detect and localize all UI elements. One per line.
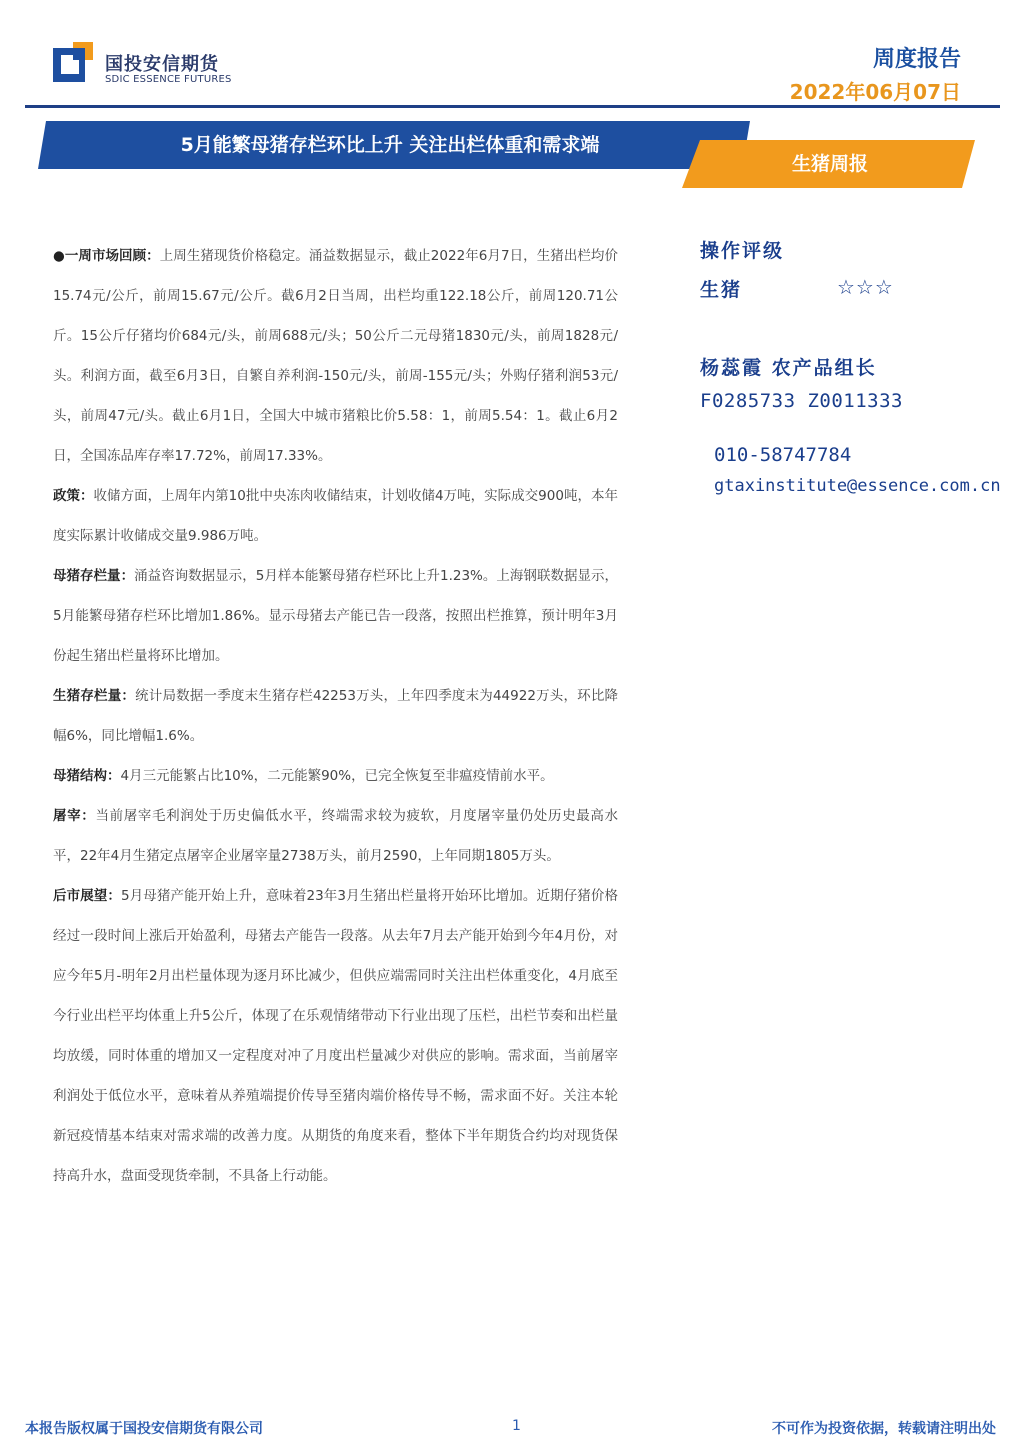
paragraph-label: 母猪结构： (53, 768, 121, 784)
logo-mark-icon (53, 42, 95, 84)
paragraph-label: 政策： (53, 488, 94, 504)
paragraph-slaughter (53, 796, 618, 876)
paragraph-text: 上周生猪现货价格稳定。涌益数据显示，截止2022年6月7日，生猪出栏均价15.74元/公斤，前周15.67元/公斤。截6月2日当周，出栏均重122.18公斤，前周120.71公斤。15公斤仔猪均价684元/头，前周688元/头；50公斤二元母猪1830元/头，前周1828元/头。利润方面，截至6月3日，自繁自养利润-150元/头，前周-155元/头；外购仔猪利润53元/头，前周47元/头。截止6月1日，全国大中城市猪粮比价5.58：1，前周5.54：1。截止6月2日，全国冻品库存率17.72%，前周17.33%。 (53, 248, 618, 464)
analyst-name: 杨蕊霞 农产品组长 (700, 357, 877, 379)
sidebar (700, 236, 1020, 496)
paragraph-text: 当前屠宰毛利润处于历史偏低水平，终端需求较为疲软，月度屠宰量仍处历史最高水平，22年4月生猪定点屠宰企业屠宰量2738万头，前月2590，上年同期1805万头。 (53, 808, 619, 864)
paragraph-label: ●一周市场回顾： (53, 248, 160, 264)
paragraph-label: 屠宰： (53, 808, 96, 824)
footer-copyright: 本报告版权属于国投安信期货有限公司 (25, 1421, 263, 1437)
report-date: 2022年06月07日 (789, 80, 961, 104)
contact-phone: 010-58747784 (714, 444, 852, 466)
paragraph-sow-inventory (53, 556, 618, 676)
paragraph-hog-inventory (53, 676, 618, 756)
logo-text-cn: 国投安信期货 (105, 54, 219, 75)
paragraph-text: 统计局数据一季度末生猪存栏42253万头，上年四季度末为44922万头，环比降幅6%，同比增幅1.6%。 (53, 688, 619, 744)
rating-row (700, 275, 1020, 301)
rating-item: 生猪 (700, 279, 743, 301)
paragraph-sow-structure (53, 756, 618, 796)
page-number: 1 (512, 1418, 521, 1434)
footer-disclaimer: 不可作为投资依据，转载请注明出处 (772, 1421, 996, 1437)
paragraph-market-review (53, 236, 618, 476)
paragraph-label: 母猪存栏量： (53, 568, 135, 584)
contact-email[interactable]: gtaxinstitute@essence.com.cn (714, 476, 1001, 496)
report-category-tag: 生猪周报 (791, 153, 868, 175)
paragraph-label: 后市展望： (53, 888, 122, 904)
paragraph-text: 涌益咨询数据显示，5月样本能繁母猪存栏环比上升1.23%。上海钢联数据显示，5月能繁母猪存栏环比增加1.86%。显示母猪去产能已告一段落，按照出栏推算，预计明年3月份起生猪出栏量将环比增加。 (53, 568, 619, 664)
report-type: 周度报告 (872, 47, 961, 72)
paragraph-label: 生猪存栏量： (53, 688, 136, 704)
rating-title: 操作评级 (700, 240, 785, 262)
header-divider (25, 105, 1000, 108)
analyst-license: F0285733 Z0011333 (700, 390, 903, 412)
paragraph-policy (53, 476, 618, 556)
paragraph-text: 5月母猪产能开始上升，意味着23年3月生猪出栏量将开始环比增加。近期仔猪价格经过一段时间上涨后开始盈利，母猪去产能告一段落。从去年7月去产能开始到今年4月份，对应今年5月-明年2月出栏量体现为逐月环比减少，但供应端需同时关注出栏体重变化，4月底至今行业出栏平均体重上升5公斤，体现了在乐观情绪带动下行业出现了压栏，出栏节奏和出栏量均放缓，同时体重的增加又一定程度对冲了月度出栏量减少对供应的影响。需求面，当前屠宰利润处于低位水平，意味着从养殖端提价传导至猪肉端价格传导不畅，需求面不好。关注本轮新冠疫情基本结束对需求端的改善力度。从期货的角度来看，整体下半年期货合约均对现货保持高升水，盘面受现货牵制，不具备上行动能。 (53, 888, 619, 1184)
paragraph-outlook (53, 876, 618, 1196)
rating-stars-icon: ☆☆☆ (837, 275, 894, 299)
logo-text-en: SDIC ESSENCE FUTURES (105, 74, 232, 85)
paragraph-text: 4月三元能繁占比10%，二元能繁90%，已完全恢复至非瘟疫情前水平。 (120, 768, 554, 784)
company-logo (53, 42, 253, 90)
report-body (53, 236, 618, 1196)
report-title: 5月能繁母猪存栏环比上升 关注出栏体重和需求端 (180, 134, 600, 156)
paragraph-text: 收储方面，上周年内第10批中央冻肉收储结束，计划收储4万吨，实际成交900吨，本年度实际累计收储成交量9.986万吨。 (53, 488, 618, 544)
